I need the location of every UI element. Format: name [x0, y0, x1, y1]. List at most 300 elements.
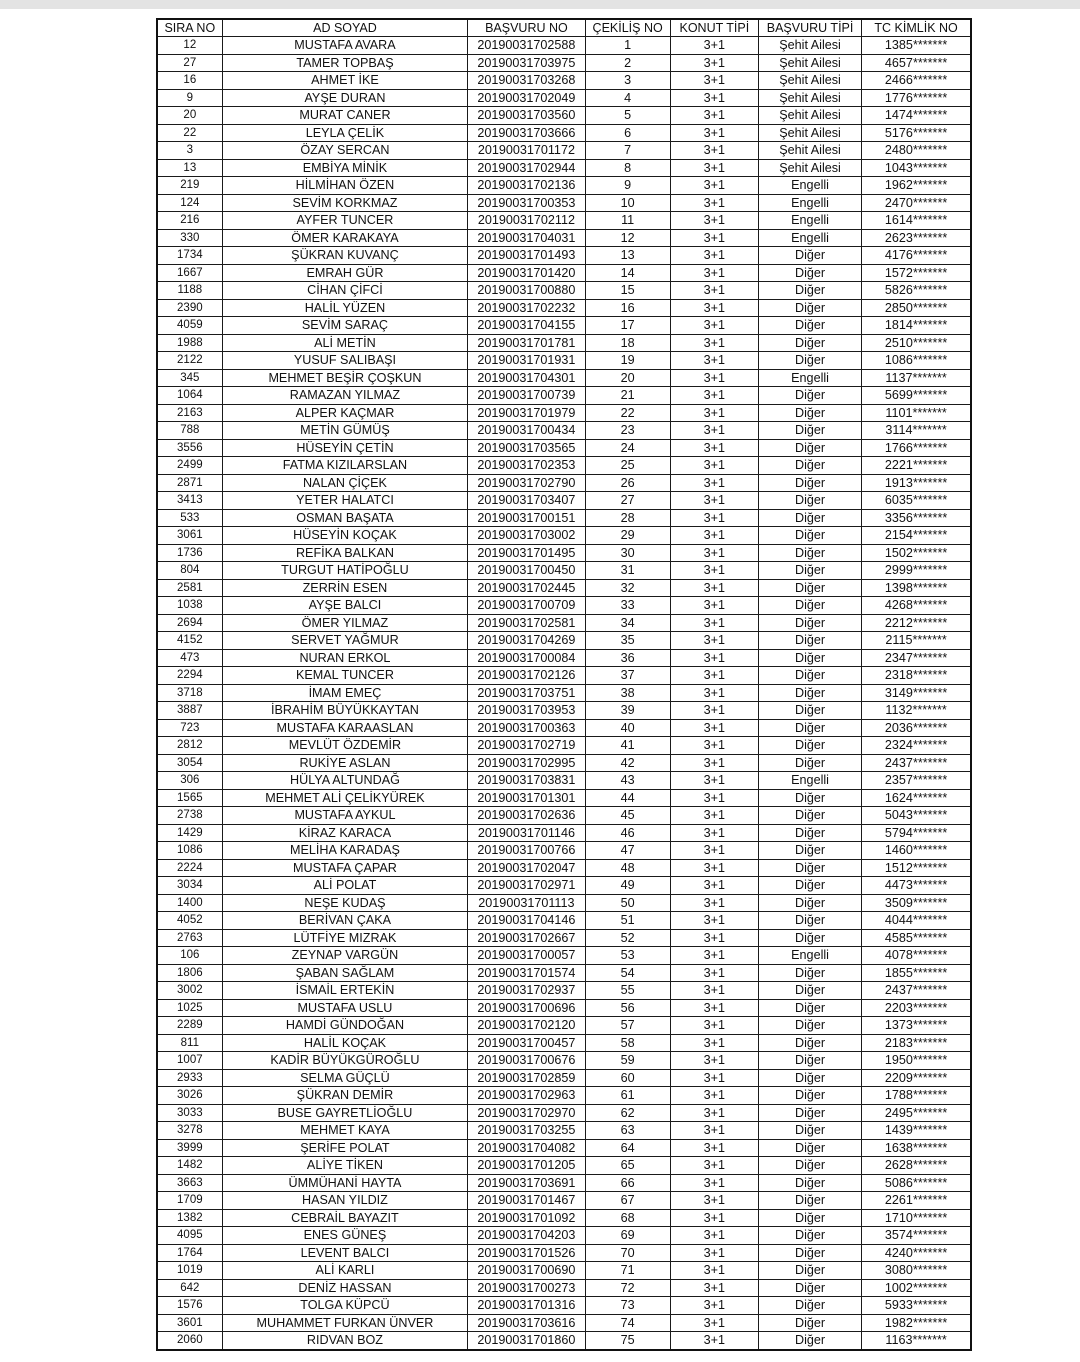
cekilis-no-cell: 1: [585, 37, 670, 55]
basvuru-tipi-cell: Diğer: [758, 1139, 861, 1157]
ad-soyad-cell: ALİ KARLI: [222, 1262, 468, 1280]
basvuru-no-cell: 20190031701420: [468, 264, 585, 282]
table-row: [157, 1279, 971, 1297]
ad-soyad-cell: HAMDİ GÜNDOĞAN: [222, 1017, 468, 1035]
basvuru-tipi-cell: Diğer: [758, 544, 861, 562]
cekilis-no-cell: 9: [585, 177, 670, 195]
basvuru-no-cell: 20190031702126: [468, 667, 585, 685]
table-row: [157, 842, 971, 860]
basvuru-no-cell: 20190031702667: [468, 929, 585, 947]
ad-soyad-cell: NALAN ÇİÇEK: [222, 474, 468, 492]
basvuru-tipi-cell: Diğer: [758, 1209, 861, 1227]
tc-kimlik-no-cell: 3574*******: [862, 1227, 971, 1245]
basvuru-tipi-cell: Diğer: [758, 649, 861, 667]
cekilis-no-cell: 58: [585, 1034, 670, 1052]
ad-soyad-cell: CİHAN ÇİFCİ: [222, 282, 468, 300]
sira-no-cell: 306: [157, 772, 222, 790]
table-row: [157, 282, 971, 300]
cekilis-no-cell: 73: [585, 1297, 670, 1315]
tc-kimlik-no-cell: 1101*******: [862, 404, 971, 422]
sira-no-cell: 3278: [157, 1122, 222, 1140]
table-row: [157, 177, 971, 195]
cekilis-no-cell: 17: [585, 317, 670, 335]
ad-soyad-cell: ŞÜKRAN KUVANÇ: [222, 247, 468, 265]
tc-kimlik-no-cell: 1624*******: [862, 789, 971, 807]
table-row: [157, 229, 971, 247]
basvuru-tipi-cell: Diğer: [758, 579, 861, 597]
tc-kimlik-no-cell: 5699*******: [862, 387, 971, 405]
basvuru-tipi-cell: Diğer: [758, 562, 861, 580]
sira-no-cell: 2694: [157, 614, 222, 632]
cekilis-no-cell: 70: [585, 1244, 670, 1262]
table-row: [157, 859, 971, 877]
table-row: [157, 1332, 971, 1350]
table-row: [157, 492, 971, 510]
ad-soyad-cell: HÜSEYİN KOÇAK: [222, 527, 468, 545]
konut-tipi-cell: 3+1: [670, 632, 758, 650]
cekilis-no-cell: 32: [585, 579, 670, 597]
basvuru-tipi-cell: Diğer: [758, 614, 861, 632]
tc-kimlik-no-cell: 1962*******: [862, 177, 971, 195]
cekilis-no-cell: 20: [585, 369, 670, 387]
ad-soyad-cell: ÜMMÜHANİ HAYTA: [222, 1174, 468, 1192]
tc-kimlik-no-cell: 1439*******: [862, 1122, 971, 1140]
konut-tipi-cell: 3+1: [670, 1069, 758, 1087]
tc-kimlik-no-cell: 4240*******: [862, 1244, 971, 1262]
cekilis-no-cell: 40: [585, 719, 670, 737]
konut-tipi-cell: 3+1: [670, 842, 758, 860]
sira-no-cell: 642: [157, 1279, 222, 1297]
tc-kimlik-no-cell: 1788*******: [862, 1087, 971, 1105]
cekilis-no-cell: 39: [585, 702, 670, 720]
table-row: [157, 772, 971, 790]
konut-tipi-cell: 3+1: [670, 789, 758, 807]
konut-tipi-cell: 3+1: [670, 649, 758, 667]
ad-soyad-cell: METİN GÜMÜŞ: [222, 422, 468, 440]
konut-tipi-cell: 3+1: [670, 89, 758, 107]
ad-soyad-cell: MUHAMMET FURKAN ÜNVER: [222, 1314, 468, 1332]
sira-no-cell: 2122: [157, 352, 222, 370]
konut-tipi-cell: 3+1: [670, 824, 758, 842]
basvuru-tipi-cell: Diğer: [758, 457, 861, 475]
sira-no-cell: 2294: [157, 667, 222, 685]
basvuru-tipi-cell: Şehit Ailesi: [758, 89, 861, 107]
cekilis-no-cell: 75: [585, 1332, 670, 1350]
basvuru-tipi-cell: Diğer: [758, 1297, 861, 1315]
cekilis-no-cell: 46: [585, 824, 670, 842]
ad-soyad-cell: İMAM EMEÇ: [222, 684, 468, 702]
basvuru-tipi-cell: Diğer: [758, 422, 861, 440]
basvuru-no-cell: 20190031703565: [468, 439, 585, 457]
konut-tipi-cell: 3+1: [670, 579, 758, 597]
table-row: [157, 509, 971, 527]
basvuru-no-cell: 20190031700057: [468, 947, 585, 965]
tc-kimlik-no-cell: 4657*******: [862, 54, 971, 72]
konut-tipi-cell: 3+1: [670, 1332, 758, 1350]
tc-kimlik-no-cell: 2510*******: [862, 334, 971, 352]
tc-kimlik-no-cell: 3509*******: [862, 894, 971, 912]
konut-tipi-cell: 3+1: [670, 947, 758, 965]
table-row: [157, 352, 971, 370]
ad-soyad-cell: EMBİYA MİNİK: [222, 159, 468, 177]
konut-tipi-cell: 3+1: [670, 1122, 758, 1140]
konut-tipi-cell: 3+1: [670, 754, 758, 772]
basvuru-tipi-cell: Diğer: [758, 702, 861, 720]
konut-tipi-cell: 3+1: [670, 982, 758, 1000]
basvuru-tipi-cell: Diğer: [758, 387, 861, 405]
sira-no-cell: 1482: [157, 1157, 222, 1175]
basvuru-tipi-cell: Diğer: [758, 999, 861, 1017]
basvuru-tipi-cell: Diğer: [758, 964, 861, 982]
basvuru-tipi-cell: Diğer: [758, 789, 861, 807]
basvuru-no-cell: 20190031700084: [468, 649, 585, 667]
basvuru-no-cell: 20190031701205: [468, 1157, 585, 1175]
ad-soyad-cell: İBRAHİM BÜYÜKKAYTAN: [222, 702, 468, 720]
konut-tipi-cell: 3+1: [670, 964, 758, 982]
cekilis-no-cell: 57: [585, 1017, 670, 1035]
basvuru-tipi-cell: Diğer: [758, 1227, 861, 1245]
konut-tipi-cell: 3+1: [670, 684, 758, 702]
table-body: [157, 37, 971, 1350]
col-basvuru-tipi-header: BAŞVURU TİPİ: [758, 19, 861, 37]
basvuru-no-cell: 20190031702445: [468, 579, 585, 597]
tc-kimlik-no-cell: 1572*******: [862, 264, 971, 282]
basvuru-no-cell: 20190031702232: [468, 299, 585, 317]
basvuru-no-cell: 20190031704269: [468, 632, 585, 650]
ad-soyad-cell: HALİL KOÇAK: [222, 1034, 468, 1052]
sira-no-cell: 345: [157, 369, 222, 387]
cekilis-no-cell: 19: [585, 352, 670, 370]
cekilis-no-cell: 18: [585, 334, 670, 352]
tc-kimlik-no-cell: 2470*******: [862, 194, 971, 212]
tc-kimlik-no-cell: 2221*******: [862, 457, 971, 475]
basvuru-tipi-cell: Engelli: [758, 194, 861, 212]
basvuru-no-cell: 20190031700690: [468, 1262, 585, 1280]
tc-kimlik-no-cell: 1460*******: [862, 842, 971, 860]
cekilis-no-cell: 5: [585, 107, 670, 125]
basvuru-tipi-cell: Diğer: [758, 1244, 861, 1262]
table-row: [157, 1227, 971, 1245]
cekilis-no-cell: 27: [585, 492, 670, 510]
sira-no-cell: 1400: [157, 894, 222, 912]
konut-tipi-cell: 3+1: [670, 597, 758, 615]
sira-no-cell: 1736: [157, 544, 222, 562]
sira-no-cell: 1007: [157, 1052, 222, 1070]
basvuru-no-cell: 20190031700880: [468, 282, 585, 300]
cekilis-no-cell: 60: [585, 1069, 670, 1087]
sira-no-cell: 811: [157, 1034, 222, 1052]
ad-soyad-cell: AHMET İKE: [222, 72, 468, 90]
ad-soyad-cell: HALİL YÜZEN: [222, 299, 468, 317]
basvuru-tipi-cell: Şehit Ailesi: [758, 54, 861, 72]
tc-kimlik-no-cell: 1950*******: [862, 1052, 971, 1070]
table-row: [157, 1104, 971, 1122]
cekilis-no-cell: 8: [585, 159, 670, 177]
tc-kimlik-no-cell: 4585*******: [862, 929, 971, 947]
cekilis-no-cell: 54: [585, 964, 670, 982]
table-row: [157, 1174, 971, 1192]
tc-kimlik-no-cell: 1855*******: [862, 964, 971, 982]
basvuru-tipi-cell: Diğer: [758, 1174, 861, 1192]
ad-soyad-cell: NURAN ERKOL: [222, 649, 468, 667]
tc-kimlik-no-cell: 2347*******: [862, 649, 971, 667]
ad-soyad-cell: DENİZ HASSAN: [222, 1279, 468, 1297]
ad-soyad-cell: ALPER KAÇMAR: [222, 404, 468, 422]
konut-tipi-cell: 3+1: [670, 702, 758, 720]
ad-soyad-cell: LEVENT BALCI: [222, 1244, 468, 1262]
cekilis-no-cell: 6: [585, 124, 670, 142]
basvuru-tipi-cell: Diğer: [758, 912, 861, 930]
tc-kimlik-no-cell: 1614*******: [862, 212, 971, 230]
sira-no-cell: 1667: [157, 264, 222, 282]
table-row: [157, 457, 971, 475]
tc-kimlik-no-cell: 2357*******: [862, 772, 971, 790]
tc-kimlik-no-cell: 2480*******: [862, 142, 971, 160]
tc-kimlik-no-cell: 1132*******: [862, 702, 971, 720]
sira-no-cell: 124: [157, 194, 222, 212]
ad-soyad-cell: HÜSEYİN ÇETİN: [222, 439, 468, 457]
ad-soyad-cell: AYFER TUNCER: [222, 212, 468, 230]
konut-tipi-cell: 3+1: [670, 1314, 758, 1332]
ad-soyad-cell: RAMAZAN YILMAZ: [222, 387, 468, 405]
sira-no-cell: 3999: [157, 1139, 222, 1157]
basvuru-no-cell: 20190031701574: [468, 964, 585, 982]
konut-tipi-cell: 3+1: [670, 72, 758, 90]
konut-tipi-cell: 3+1: [670, 142, 758, 160]
cekilis-no-cell: 38: [585, 684, 670, 702]
table-row: [157, 1157, 971, 1175]
ad-soyad-cell: HİLMİHAN ÖZEN: [222, 177, 468, 195]
cekilis-no-cell: 41: [585, 737, 670, 755]
basvuru-no-cell: 20190031704031: [468, 229, 585, 247]
basvuru-tipi-cell: Diğer: [758, 352, 861, 370]
table-row: [157, 877, 971, 895]
table-row: [157, 1017, 971, 1035]
sira-no-cell: 4059: [157, 317, 222, 335]
basvuru-tipi-cell: Diğer: [758, 737, 861, 755]
table-row: [157, 1087, 971, 1105]
konut-tipi-cell: 3+1: [670, 317, 758, 335]
basvuru-no-cell: 20190031702970: [468, 1104, 585, 1122]
tc-kimlik-no-cell: 3114*******: [862, 422, 971, 440]
top-bar: [0, 0, 1080, 9]
sira-no-cell: 4095: [157, 1227, 222, 1245]
tc-kimlik-no-cell: 4473*******: [862, 877, 971, 895]
col-tc-kimlik-no-header: TC KİMLİK NO: [862, 19, 971, 37]
ad-soyad-cell: SERVET YAĞMUR: [222, 632, 468, 650]
basvuru-no-cell: 20190031701467: [468, 1192, 585, 1210]
konut-tipi-cell: 3+1: [670, 54, 758, 72]
sira-no-cell: 2871: [157, 474, 222, 492]
basvuru-tipi-cell: Engelli: [758, 772, 861, 790]
konut-tipi-cell: 3+1: [670, 474, 758, 492]
sira-no-cell: 1038: [157, 597, 222, 615]
sira-no-cell: 3061: [157, 527, 222, 545]
cekilis-no-cell: 2: [585, 54, 670, 72]
tc-kimlik-no-cell: 3080*******: [862, 1262, 971, 1280]
table-row: [157, 159, 971, 177]
ad-soyad-cell: NEŞE KUDAŞ: [222, 894, 468, 912]
tc-kimlik-no-cell: 1163*******: [862, 1332, 971, 1350]
ad-soyad-cell: ÖZAY SERCAN: [222, 142, 468, 160]
sira-no-cell: 3887: [157, 702, 222, 720]
konut-tipi-cell: 3+1: [670, 912, 758, 930]
tc-kimlik-no-cell: 4176*******: [862, 247, 971, 265]
ad-soyad-cell: ŞABAN SAĞLAM: [222, 964, 468, 982]
table-row: [157, 54, 971, 72]
tc-kimlik-no-cell: 1373*******: [862, 1017, 971, 1035]
konut-tipi-cell: 3+1: [670, 1227, 758, 1245]
basvuru-no-cell: 20190031702588: [468, 37, 585, 55]
sira-no-cell: 473: [157, 649, 222, 667]
sira-no-cell: 2499: [157, 457, 222, 475]
table-row: [157, 1139, 971, 1157]
cekilis-no-cell: 3: [585, 72, 670, 90]
ad-soyad-cell: ALİ POLAT: [222, 877, 468, 895]
tc-kimlik-no-cell: 2437*******: [862, 982, 971, 1000]
basvuru-no-cell: 20190031701495: [468, 544, 585, 562]
cekilis-no-cell: 35: [585, 632, 670, 650]
tc-kimlik-no-cell: 1638*******: [862, 1139, 971, 1157]
konut-tipi-cell: 3+1: [670, 387, 758, 405]
konut-tipi-cell: 3+1: [670, 1192, 758, 1210]
sira-no-cell: 2812: [157, 737, 222, 755]
ad-soyad-cell: MEHMET ALİ ÇELİKYÜREK: [222, 789, 468, 807]
konut-tipi-cell: 3+1: [670, 1052, 758, 1070]
tc-kimlik-no-cell: 2324*******: [862, 737, 971, 755]
table-row: [157, 474, 971, 492]
ad-soyad-cell: EMRAH GÜR: [222, 264, 468, 282]
cekilis-no-cell: 24: [585, 439, 670, 457]
basvuru-no-cell: 20190031704082: [468, 1139, 585, 1157]
konut-tipi-cell: 3+1: [670, 807, 758, 825]
basvuru-tipi-cell: Diğer: [758, 527, 861, 545]
cekilis-no-cell: 55: [585, 982, 670, 1000]
table-row: [157, 527, 971, 545]
tc-kimlik-no-cell: 1776*******: [862, 89, 971, 107]
cekilis-no-cell: 25: [585, 457, 670, 475]
sira-no-cell: 1086: [157, 842, 222, 860]
basvuru-no-cell: 20190031702937: [468, 982, 585, 1000]
table-row: [157, 1069, 971, 1087]
basvuru-no-cell: 20190031701113: [468, 894, 585, 912]
tc-kimlik-no-cell: 3356*******: [862, 509, 971, 527]
table-row: [157, 1052, 971, 1070]
basvuru-no-cell: 20190031701979: [468, 404, 585, 422]
basvuru-no-cell: 20190031700709: [468, 597, 585, 615]
konut-tipi-cell: 3+1: [670, 439, 758, 457]
table-row: [157, 124, 971, 142]
sira-no-cell: 3033: [157, 1104, 222, 1122]
tc-kimlik-no-cell: 2203*******: [862, 999, 971, 1017]
table-row: [157, 1122, 971, 1140]
table-row: [157, 579, 971, 597]
tc-kimlik-no-cell: 1710*******: [862, 1209, 971, 1227]
konut-tipi-cell: 3+1: [670, 247, 758, 265]
ad-soyad-cell: SELMA GÜÇLÜ: [222, 1069, 468, 1087]
ad-soyad-cell: TOLGA KÜPCÜ: [222, 1297, 468, 1315]
col-sira-no-header: SIRA NO: [157, 19, 222, 37]
table-row: [157, 649, 971, 667]
konut-tipi-cell: 3+1: [670, 1087, 758, 1105]
cekilis-no-cell: 61: [585, 1087, 670, 1105]
sira-no-cell: 216: [157, 212, 222, 230]
cekilis-no-cell: 37: [585, 667, 670, 685]
table-row: [157, 982, 971, 1000]
basvuru-no-cell: 20190031700457: [468, 1034, 585, 1052]
ad-soyad-cell: MUSTAFA ÇAPAR: [222, 859, 468, 877]
tc-kimlik-no-cell: 1137*******: [862, 369, 971, 387]
basvuru-no-cell: 20190031701526: [468, 1244, 585, 1262]
basvuru-no-cell: 20190031702112: [468, 212, 585, 230]
basvuru-tipi-cell: Engelli: [758, 212, 861, 230]
sira-no-cell: 1019: [157, 1262, 222, 1280]
basvuru-no-cell: 20190031702047: [468, 859, 585, 877]
cekilis-no-cell: 31: [585, 562, 670, 580]
sira-no-cell: 219: [157, 177, 222, 195]
tc-kimlik-no-cell: 5794*******: [862, 824, 971, 842]
basvuru-no-cell: 20190031700676: [468, 1052, 585, 1070]
tc-kimlik-no-cell: 2183*******: [862, 1034, 971, 1052]
sira-no-cell: 2289: [157, 1017, 222, 1035]
table-row: [157, 422, 971, 440]
table-row: [157, 1209, 971, 1227]
ad-soyad-cell: FATMA KIZILARSLAN: [222, 457, 468, 475]
basvuru-no-cell: 20190031701092: [468, 1209, 585, 1227]
table-row: [157, 597, 971, 615]
lottery-results-table: [156, 18, 972, 1351]
basvuru-no-cell: 20190031701301: [468, 789, 585, 807]
basvuru-no-cell: 20190031703831: [468, 772, 585, 790]
cekilis-no-cell: 34: [585, 614, 670, 632]
table-row: [157, 754, 971, 772]
konut-tipi-cell: 3+1: [670, 457, 758, 475]
sira-no-cell: 4152: [157, 632, 222, 650]
konut-tipi-cell: 3+1: [670, 614, 758, 632]
konut-tipi-cell: 3+1: [670, 352, 758, 370]
ad-soyad-cell: BERİVAN ÇAKA: [222, 912, 468, 930]
cekilis-no-cell: 67: [585, 1192, 670, 1210]
cekilis-no-cell: 53: [585, 947, 670, 965]
table-row: [157, 737, 971, 755]
sira-no-cell: 27: [157, 54, 222, 72]
basvuru-tipi-cell: Diğer: [758, 982, 861, 1000]
table-row: [157, 912, 971, 930]
cekilis-no-cell: 71: [585, 1262, 670, 1280]
basvuru-tipi-cell: Şehit Ailesi: [758, 72, 861, 90]
ad-soyad-cell: ALİYE TİKEN: [222, 1157, 468, 1175]
tc-kimlik-no-cell: 1982*******: [862, 1314, 971, 1332]
cekilis-no-cell: 4: [585, 89, 670, 107]
basvuru-no-cell: 20190031703560: [468, 107, 585, 125]
cekilis-no-cell: 26: [585, 474, 670, 492]
cekilis-no-cell: 52: [585, 929, 670, 947]
ad-soyad-cell: MUSTAFA AVARA: [222, 37, 468, 55]
ad-soyad-cell: MEVLÜT ÖZDEMİR: [222, 737, 468, 755]
sira-no-cell: 2390: [157, 299, 222, 317]
basvuru-no-cell: 20190031704301: [468, 369, 585, 387]
konut-tipi-cell: 3+1: [670, 509, 758, 527]
konut-tipi-cell: 3+1: [670, 334, 758, 352]
sira-no-cell: 13: [157, 159, 222, 177]
sira-no-cell: 2933: [157, 1069, 222, 1087]
konut-tipi-cell: 3+1: [670, 562, 758, 580]
col-cekilis-no-header: ÇEKİLİŞ NO: [585, 19, 670, 37]
tc-kimlik-no-cell: 5933*******: [862, 1297, 971, 1315]
basvuru-tipi-cell: Diğer: [758, 439, 861, 457]
sira-no-cell: 1565: [157, 789, 222, 807]
cekilis-no-cell: 64: [585, 1139, 670, 1157]
